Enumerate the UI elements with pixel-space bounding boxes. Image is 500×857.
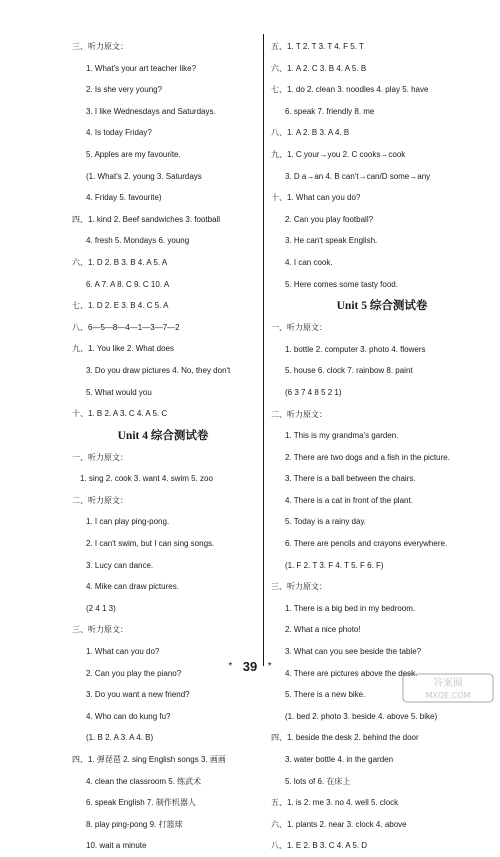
answer-line: 2. Can you play football?: [285, 214, 374, 224]
answer-line: 3. Do you draw pictures 4. No, they don't: [86, 365, 231, 375]
answer-line: 七、1. D 2. E 3. B 4. C 5. A: [72, 301, 169, 311]
answer-line: (1. What's 2. young 3. Saturdays: [86, 171, 202, 181]
answer-line: 3. I like Wednesdays and Saturdays.: [86, 106, 216, 116]
answer-line: 2. What a nice photo!: [285, 625, 361, 635]
answer-line: 6. speak 7. friendly 8. me: [285, 106, 375, 116]
answer-line: 八、1. A 2. B 3. A 4. B: [271, 128, 350, 138]
answer-line: 六、1. D 2. B 3. B 4. A 5. A: [72, 257, 168, 267]
answer-line: 1. I can play ping-pong.: [86, 517, 170, 527]
answer-line: 2. There are two dogs and a fish in the picture.: [285, 452, 450, 462]
answer-line: 3. There is a ball between the chairs.: [285, 474, 416, 484]
footer-star-left: *: [228, 661, 233, 673]
answer-line: 3. water bottle 4. in the garden: [285, 755, 394, 764]
answer-line: 1. There is a big bed in my bedroom.: [285, 603, 416, 613]
answer-line: 一、听力原文：: [72, 452, 128, 462]
answer-line: 四、1. kind 2. Beef sandwiches 3. football: [72, 214, 221, 224]
answer-line: 4. I can cook.: [285, 257, 333, 267]
answer-line: 5. Today is a rainy day.: [285, 517, 367, 527]
answer-line: 五、1. T 2. T 3. T 4. F 5. T: [271, 42, 364, 51]
answer-line: 5. house 6. clock 7. rainbow 8. paint: [285, 366, 413, 376]
answer-line: 三、听力原文：: [72, 42, 128, 51]
answer-line: 十、1. B 2. A 3. C 4. A 5. C: [72, 409, 168, 419]
answer-line: 3. What can you see beside the table?: [285, 647, 422, 657]
answer-line: 4. fresh 5. Mondays 6. young: [86, 236, 190, 246]
answer-line: 8. play ping-pong 9. 打篮球: [86, 819, 183, 829]
answer-line: 4. Who can do kung fu?: [86, 711, 171, 721]
answer-line: 1. What can you do?: [86, 647, 160, 657]
answer-line: 2. Can you play the piano?: [86, 668, 182, 678]
answer-line: 九、1. You like 2. What does: [72, 344, 174, 354]
page-number: 39: [242, 659, 258, 675]
answer-line: 4. There are pictures above the desk.: [285, 668, 418, 678]
answer-line: 1. sing 2. cook 3. want 4. swim 5. zoo: [80, 474, 213, 484]
answer-line: 一、听力原文：: [271, 323, 327, 333]
answer-line: 三、听力原文：: [271, 582, 327, 592]
watermark-logo-icon: [402, 673, 494, 703]
answer-line: 4. Friday 5. favourite): [86, 193, 162, 203]
answer-line: 5. What would you: [86, 387, 152, 397]
answer-line: 1. bottle 2. computer 3. photo 4. flowers: [285, 344, 426, 354]
answer-line: (2 4 1 3): [86, 603, 116, 613]
answer-line: 四、1. beside the desk 2. behind the door: [271, 733, 419, 743]
answer-line: 1. This is my grandma's garden.: [285, 431, 399, 441]
answer-line: 八、1. E 2. B 3. C 4. A 5. D: [271, 841, 368, 851]
answer-line: (1. F 2. T 3. F 4. T 5. F 6. F): [285, 560, 384, 570]
section-title: Unit 4 综合测试卷: [117, 429, 209, 442]
answer-line: 2. I can't swim, but I can sing songs.: [86, 539, 215, 549]
answer-line: 1. What's your art teacher like?: [86, 63, 197, 73]
answer-line: 八、6—5—8—4—1—3—7—2: [72, 322, 180, 332]
answer-line: 六、1. plants 2. near 3. clock 4. above: [271, 819, 407, 829]
answer-line: 六、1. A 2. C 3. B 4. A 5. B: [271, 63, 367, 73]
answer-line: 3. Do you want a new friend?: [86, 690, 190, 700]
answer-line: 四、1. 弹琵琶 2. sing English songs 3. 画画: [72, 755, 226, 764]
answer-line: 三、听力原文：: [72, 625, 128, 635]
answer-line: 3. Lucy can dance.: [86, 560, 154, 570]
answer-line: (1. B 2. A 3. A 4. B): [86, 733, 154, 743]
section-title: Unit 5 综合测试卷: [336, 300, 428, 313]
answer-line: 七、1. do 2. clean 3. noodles 4. play 5. have: [271, 85, 429, 95]
answer-line: 二、听力原文：: [271, 409, 327, 419]
answer-line: 5. lots of 6. 在床上: [285, 776, 351, 786]
column-divider: [263, 34, 264, 666]
answer-line: 4. clean the classroom 5. 练武术: [86, 776, 202, 786]
answer-line: 5. Here comes some tasty food.: [285, 279, 398, 289]
answer-line: 6. speak English 7. 制作机器人: [86, 798, 196, 808]
answer-line: 五、1. is 2. me 3. no 4. well 5. clock: [271, 798, 399, 808]
answer-line: 九、1. C your→you 2. C cooks→cook: [271, 149, 406, 159]
answer-line: 4. Is today Friday?: [86, 128, 152, 138]
answer-line: 2. Is she very young?: [86, 85, 163, 95]
footer-star-right: *: [267, 661, 272, 673]
svg-text:MXQE.COM: MXQE.COM: [425, 691, 471, 700]
answer-column-left: [72, 36, 254, 857]
answer-line: 二、听力原文：: [72, 495, 128, 505]
answer-line: 6. A 7. A 8. C 9. C 10. A: [86, 279, 170, 289]
svg-text:答案圈: 答案圈: [433, 678, 463, 689]
answer-line: 10. wait a minute: [86, 841, 147, 851]
answer-line: 6. There are pencils and crayons everywhere.: [285, 539, 448, 549]
answer-line: 3. D a→an 4. B can't→can/D some→any: [285, 171, 431, 181]
answer-line: 十、1. What can you do?: [271, 193, 361, 203]
answer-line: (1. bed 2. photo 3. beside 4. above 5. bike): [285, 711, 438, 721]
answer-line: 5. There is a new bike.: [285, 690, 366, 700]
answer-line: 3. He can't speak English.: [285, 236, 378, 246]
answer-line: 5. Apples are my favourite.: [86, 149, 181, 159]
answer-column-right: [271, 36, 493, 857]
answer-line: 4. Mike can draw pictures.: [86, 582, 179, 592]
answer-line: 4. There is a cat in front of the plant.: [285, 495, 413, 505]
answer-line: (6 3 7 4 8 5 2 1): [285, 387, 342, 397]
